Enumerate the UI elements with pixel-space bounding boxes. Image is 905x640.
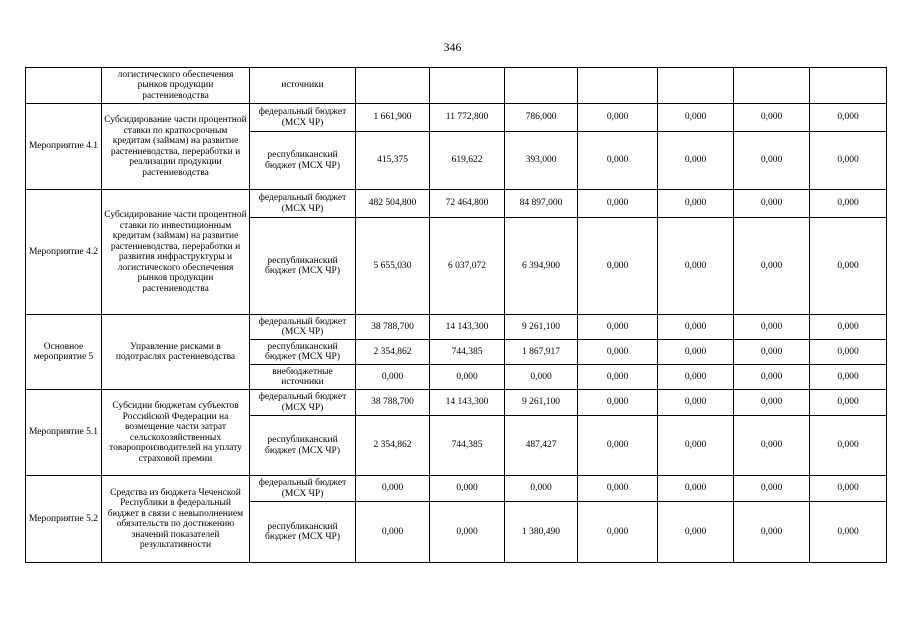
value-cell: 0,000 [658, 218, 734, 315]
source-cell: внебюджетные источники [250, 365, 356, 390]
value-cell: 0,000 [430, 365, 505, 390]
value-cell: 0,000 [578, 390, 658, 416]
value-cell: 0,000 [658, 315, 734, 340]
value-cell: 0,000 [810, 218, 887, 315]
value-cell: 0,000 [658, 365, 734, 390]
value-cell [505, 68, 578, 104]
source-cell: республиканский бюджет (МСХ ЧР) [250, 218, 356, 315]
source-cell: федеральный бюджет (МСХ ЧР) [250, 390, 356, 416]
value-cell: 2 354,862 [356, 416, 430, 476]
description-cell: Субсидирование части процентной ставки по краткосрочным кредитам (займам) на развитие растениеводства, переработки и реализации продукции растениеводства [102, 104, 250, 190]
value-cell: 14 143,300 [430, 315, 505, 340]
value-cell: 0,000 [356, 502, 430, 563]
value-cell: 0,000 [578, 340, 658, 365]
table-row [26, 68, 887, 104]
value-cell: 0,000 [810, 502, 887, 563]
value-cell: 0,000 [658, 132, 734, 190]
value-cell: 9 261,100 [505, 390, 578, 416]
event-cell: Основное мероприятие 5 [26, 315, 102, 390]
event-cell: Мероприятие 4.1 [26, 104, 102, 190]
source-cell: республиканский бюджет (МСХ ЧР) [250, 416, 356, 476]
value-cell: 9 261,100 [505, 315, 578, 340]
value-cell: 0,000 [356, 365, 430, 390]
value-cell: 0,000 [810, 416, 887, 476]
value-cell: 393,000 [505, 132, 578, 190]
source-cell: федеральный бюджет (МСХ ЧР) [250, 476, 356, 502]
value-cell: 0,000 [578, 416, 658, 476]
value-cell: 0,000 [658, 190, 734, 218]
source-cell: республиканский бюджет (МСХ ЧР) [250, 502, 356, 563]
source-cell: республиканский бюджет (МСХ ЧР) [250, 340, 356, 365]
value-cell: 84 897,000 [505, 190, 578, 218]
value-cell: 0,000 [658, 390, 734, 416]
value-cell: 0,000 [734, 390, 810, 416]
value-cell: 0,000 [578, 104, 658, 132]
value-cell: 0,000 [810, 315, 887, 340]
value-cell [578, 68, 658, 104]
value-cell: 0,000 [810, 340, 887, 365]
source-cell: источники [250, 68, 356, 104]
description-cell: Субсидии бюджетам субъектов Российской Федерации на возмещение части затрат сельскохозяйственных товаропроизводителей на уплату страховой премии [102, 390, 250, 476]
value-cell: 2 354,862 [356, 340, 430, 365]
value-cell: 0,000 [734, 365, 810, 390]
value-cell: 38 788,700 [356, 390, 430, 416]
value-cell: 14 143,300 [430, 390, 505, 416]
value-cell: 1 380,490 [505, 502, 578, 563]
value-cell: 0,000 [578, 365, 658, 390]
value-cell: 0,000 [430, 502, 505, 563]
value-cell: 0,000 [734, 502, 810, 563]
value-cell: 0,000 [810, 365, 887, 390]
value-cell: 0,000 [658, 340, 734, 365]
value-cell: 0,000 [578, 218, 658, 315]
value-cell: 0,000 [734, 340, 810, 365]
event-cell [26, 68, 102, 104]
budget-table [25, 67, 887, 563]
value-cell: 0,000 [430, 476, 505, 502]
description-cell: Субсидирование части процентной ставки по инвестиционным кредитам (займам) на развитие растениеводства, переработки и развития инфраструктуры и логистического обеспечения рынков продукции растениеводства [102, 190, 250, 315]
value-cell: 619,622 [430, 132, 505, 190]
value-cell: 0,000 [658, 502, 734, 563]
table-row [26, 476, 887, 502]
value-cell [356, 68, 430, 104]
value-cell: 0,000 [658, 416, 734, 476]
value-cell: 0,000 [734, 104, 810, 132]
source-cell: федеральный бюджет (МСХ ЧР) [250, 190, 356, 218]
value-cell: 487,427 [505, 416, 578, 476]
event-cell: Мероприятие 5.1 [26, 390, 102, 476]
value-cell: 0,000 [810, 132, 887, 190]
value-cell: 0,000 [810, 190, 887, 218]
description-cell: логистического обеспечения рынков продукции растениеводства [102, 68, 250, 104]
value-cell [430, 68, 505, 104]
value-cell: 0,000 [578, 502, 658, 563]
event-cell: Мероприятие 5.2 [26, 476, 102, 563]
table-row [26, 390, 887, 416]
value-cell: 482 504,800 [356, 190, 430, 218]
description-cell: Средства из бюджета Чеченской Республики в федеральный бюджет в связи с невыполнением обязательств по достижению значений показателей результативности [102, 476, 250, 563]
value-cell: 0,000 [505, 365, 578, 390]
value-cell: 0,000 [734, 218, 810, 315]
value-cell [658, 68, 734, 104]
page-number: 346 [443, 40, 462, 54]
value-cell: 0,000 [734, 315, 810, 340]
value-cell: 0,000 [658, 476, 734, 502]
value-cell: 786,000 [505, 104, 578, 132]
value-cell: 744,385 [430, 340, 505, 365]
value-cell: 0,000 [578, 132, 658, 190]
description-cell: Управление рисками в подотраслях растениеводства [102, 315, 250, 390]
source-cell: федеральный бюджет (МСХ ЧР) [250, 315, 356, 340]
value-cell: 11 772,800 [430, 104, 505, 132]
value-cell: 0,000 [356, 476, 430, 502]
source-cell: федеральный бюджет (МСХ ЧР) [250, 104, 356, 132]
table-row [26, 315, 887, 340]
value-cell: 0,000 [810, 104, 887, 132]
value-cell: 0,000 [578, 190, 658, 218]
value-cell: 6 394,900 [505, 218, 578, 315]
value-cell: 0,000 [734, 416, 810, 476]
value-cell: 0,000 [810, 476, 887, 502]
value-cell: 0,000 [734, 132, 810, 190]
table-row [26, 190, 887, 218]
value-cell: 72 464,800 [430, 190, 505, 218]
value-cell: 744,385 [430, 416, 505, 476]
value-cell: 415,375 [356, 132, 430, 190]
value-cell: 0,000 [810, 390, 887, 416]
value-cell: 0,000 [658, 104, 734, 132]
value-cell: 0,000 [578, 476, 658, 502]
value-cell: 0,000 [734, 190, 810, 218]
value-cell: 38 788,700 [356, 315, 430, 340]
event-cell: Мероприятие 4.2 [26, 190, 102, 315]
value-cell: 5 655,030 [356, 218, 430, 315]
value-cell [810, 68, 887, 104]
value-cell: 0,000 [734, 476, 810, 502]
source-cell: республиканский бюджет (МСХ ЧР) [250, 132, 356, 190]
value-cell: 6 037,072 [430, 218, 505, 315]
value-cell: 1 661,900 [356, 104, 430, 132]
value-cell: 0,000 [578, 315, 658, 340]
value-cell: 0,000 [505, 476, 578, 502]
table-row [26, 104, 887, 132]
value-cell: 1 867,917 [505, 340, 578, 365]
value-cell [734, 68, 810, 104]
